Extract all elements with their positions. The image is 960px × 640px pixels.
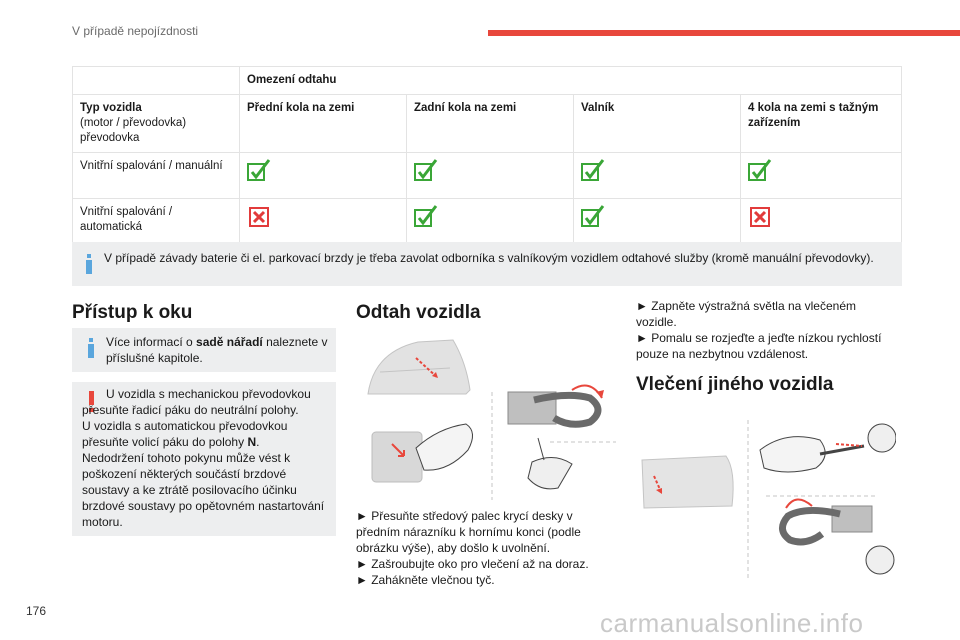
hazard-step: ► Zapněte výstražná světla na vlečeném vozidle. — [636, 299, 856, 329]
tow-step-1: ► Přesuňte středový palec krycí desky v předním nárazníku k hornímu konci (podle obrázku výše), aby došlo k uvolnění. — [356, 509, 581, 555]
right-steps — [636, 298, 896, 362]
info-icon — [84, 254, 94, 274]
tow-title: Odtah vozidla — [356, 302, 481, 323]
row-header-cell — [73, 95, 240, 153]
cover-cap — [528, 457, 572, 488]
row-header-subtitle-2: převodovka — [80, 132, 140, 144]
battery-info-text: V případě závady baterie či el. parkovací brzdy je třeba zavolat odborníka s valníkovým vozidlem odtahové služby (kromě manuální převodovky). — [104, 251, 874, 265]
cross-icon — [247, 205, 271, 229]
row-label-automatic: Vnitřní spalování / automatická — [73, 199, 240, 245]
warning-line-3: Nedodržení tohoto pokynu může vést k poškození některých součástí brzdové soustavy a ke ztrátě posilovacího účinku brzdové soustavy po opětovném nastartování motoru. — [82, 451, 325, 529]
check-icon — [414, 205, 438, 229]
column-header-front-wheels: Přední kola na zemi — [240, 95, 407, 153]
battery-info-note — [72, 242, 902, 286]
table-group-header: Omezení odtahu — [240, 67, 902, 95]
mark-cell — [574, 153, 741, 199]
check-icon — [247, 159, 271, 183]
info-icon — [86, 338, 96, 358]
mark-cell — [741, 153, 902, 199]
check-icon — [414, 159, 438, 183]
cross-icon — [748, 205, 772, 229]
warning-line-2-pre: U vozidla s automatickou převodovkou přesuňte volicí páku do polohy — [82, 419, 288, 449]
mark-cell — [407, 153, 574, 199]
table-row — [73, 153, 902, 199]
tow-eye-illustration — [358, 332, 618, 502]
gearbox-warning-note — [72, 382, 336, 536]
row-header-title: Typ vozidla — [80, 102, 142, 114]
mark-cell — [240, 199, 407, 245]
row-label-manual: Vnitřní spalování / manuální — [73, 153, 240, 199]
toolkit-info-pre: Více informací o — [106, 335, 197, 349]
arrow-icon — [836, 444, 862, 446]
tow-other-illustration — [636, 410, 896, 580]
column-header-flatbed: Valník — [574, 95, 741, 153]
row-header-subtitle: (motor / převodovka) — [80, 117, 187, 129]
check-icon — [581, 205, 605, 229]
cover-panel — [372, 432, 422, 482]
access-title: Přístup k oku — [72, 302, 193, 323]
page-number: 176 — [26, 604, 47, 618]
tow-other-title: Vlečení jiného vozidla — [636, 374, 834, 395]
mark-cell — [574, 199, 741, 245]
mark-cell — [741, 199, 902, 245]
towing-restrictions-table — [72, 66, 902, 245]
check-icon — [748, 159, 772, 183]
table-corner-cell — [73, 67, 240, 95]
warning-line-2-post: . — [256, 435, 260, 449]
hand-drawing — [760, 437, 825, 472]
check-icon — [581, 159, 605, 183]
rotate-arrow-icon — [786, 499, 812, 508]
table-row — [73, 199, 902, 245]
van-outline — [368, 340, 470, 394]
column-header-four-wheels: 4 kola na zemi s tažným zařízením — [741, 95, 902, 153]
toolkit-info-text — [106, 334, 328, 366]
toolkit-info-bold: sadě nářadí — [196, 335, 263, 349]
column-header-rear-wheels: Zadní kola na zemi — [407, 95, 574, 153]
hand-drawing — [416, 424, 473, 470]
drive-slowly-step: ► Pomalu se rozjeďte a jeďte nízkou rychlostí pouze na nezbytnou vzdálenost. — [636, 331, 882, 361]
cover-cap — [868, 424, 896, 452]
towing-eye — [782, 510, 840, 542]
tow-step-3: ► Zahákněte vlečnou tyč. — [356, 573, 495, 587]
toolkit-info-post: naleznete v příslušné kapitole. — [106, 335, 328, 365]
gear-position-n: N — [247, 435, 257, 449]
running-header: V případě nepojízdnosti — [72, 24, 199, 38]
tow-step-2: ► Zašroubujte oko pro vlečení až na doraz. — [356, 557, 589, 571]
watermark-text: carmanualsonline.info — [600, 608, 864, 638]
mark-cell — [407, 199, 574, 245]
tow-steps — [356, 508, 606, 588]
header-accent-bar — [488, 30, 960, 36]
warning-line-1: U vozidla s mechanickou převodovkou přesuňte řadicí páku do neutrální polohy. — [82, 387, 311, 417]
warning-line-2 — [82, 418, 330, 450]
mark-cell — [240, 153, 407, 199]
toolkit-info-note — [72, 328, 336, 372]
